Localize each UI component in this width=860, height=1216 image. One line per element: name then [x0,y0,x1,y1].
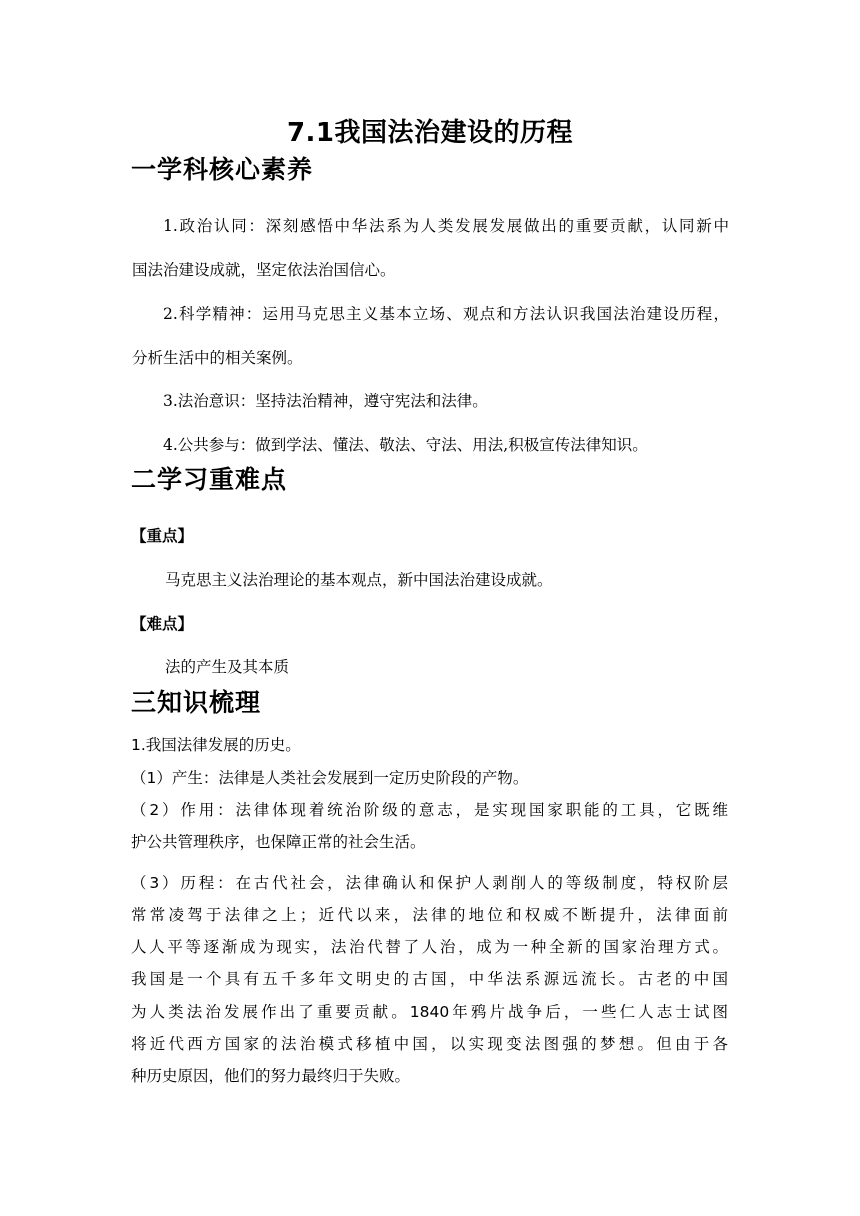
literacy-item-1-line1: 1.政治认同：深刻感悟中华法系为人类发展发展做出的重要贡献，认同新中 [163,217,729,235]
document-title: 7.1我国法治建设的历程 [286,118,574,148]
knowledge-line: 将近代西方国家的法治模式移植中国，以实现变法图强的梦想。但由于各 [131,1035,728,1053]
literacy-item-3: 3.法治意识：坚持法治精神，遵守宪法和法律。 [163,392,488,410]
knowledge-line: 常常凌驾于法律之上；近代以来，法律的地位和权威不断提升，法律面前 [131,906,728,924]
knowledge-line: 护公共管理秩序，也保障正常的社会生活。 [131,833,426,851]
literacy-item-2-line1: 2.科学精神：运用马克思主义基本立场、观点和方法认识我国法治建设历程， [163,305,729,323]
knowledge-line: 我国是一个具有五千多年文明史的古国，中华法系源远流长。古老的中国 [131,970,728,988]
section-heading-core-literacy: 一学科核心素养 [131,155,314,184]
key-point-text: 马克思主义法治理论的基本观点，新中国法治建设成就。 [165,571,553,589]
literacy-item-1-line2: 国法治建设成就，坚定依法治国信心。 [132,261,396,279]
difficult-point-label: 【难点】 [131,614,194,633]
difficult-point-text: 法的产生及其本质 [165,658,290,676]
section-heading-key-points: 二学习重难点 [131,465,288,494]
knowledge-line: （2）作用：法律体现着统治阶级的意志，是实现国家职能的工具，它既维 [131,801,728,819]
section-heading-knowledge-review: 三知识梳理 [131,688,262,717]
knowledge-line: 为人类法治发展作出了重要贡献。1840年鸦片战争后，一些仁人志士试图 [131,1003,728,1021]
key-point-label: 【重点】 [131,526,194,545]
knowledge-line: （3）历程：在古代社会，法律确认和保护人剥削人的等级制度，特权阶层 [131,874,728,892]
knowledge-line: 种历史原因，他们的努力最终归于失败。 [131,1067,411,1085]
knowledge-line: （1）产生：法律是人类社会发展到一定历史阶段的产物。 [131,769,529,787]
literacy-item-4: 4.公共参与：做到学法、懂法、敬法、守法、用法,积极宣传法律知识。 [163,436,648,454]
knowledge-line: 人人平等逐渐成为现实，法治代替了人治，成为一种全新的国家治理方式。 [131,938,728,956]
knowledge-subtitle: 1.我国法律发展的历史。 [131,736,301,754]
literacy-item-2-line2: 分析生活中的相关案例。 [132,349,303,367]
